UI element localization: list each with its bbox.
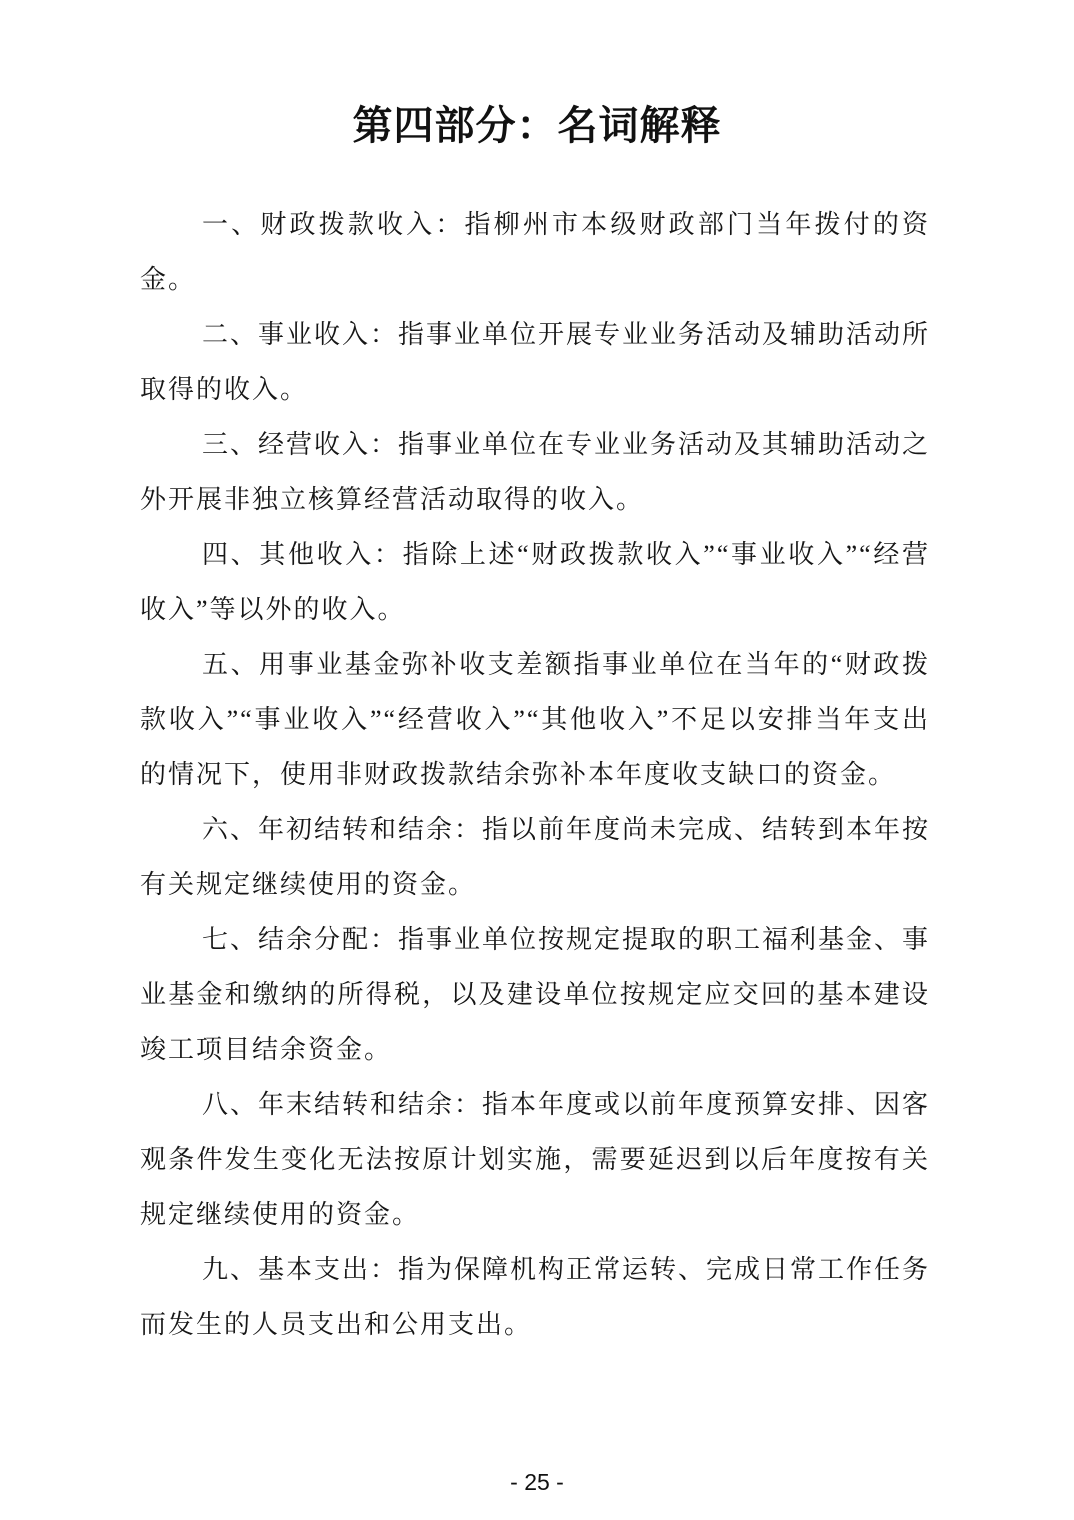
term-paragraph-3: 三、经营收入：指事业单位在专业业务活动及其辅助活动之外开展非独立核算经营活动取得的收入。 — [140, 430, 931, 514]
term-paragraph-6: 六、年初结转和结余：指以前年度尚未完成、结转到本年按有关规定继续使用的资金。 — [140, 815, 931, 899]
page-title: 第四部分：名词解释 — [352, 104, 722, 148]
term-paragraph-9: 九、基本支出：指为保障机构正常运转、完成日常工作任务而发生的人员支出和公用支出。 — [140, 1255, 931, 1339]
term-paragraph-2: 二、事业收入：指事业单位开展专业业务活动及辅助活动所取得的收入。 — [140, 320, 931, 404]
term-paragraph-8: 八、年末结转和结余：指本年度或以前年度预算安排、因客观条件发生变化无法按原计划实施，需要延迟到以后年度按有关规定继续使用的资金。 — [140, 1090, 931, 1229]
term-paragraph-7: 七、结余分配：指事业单位按规定提取的职工福利基金、事业基金和缴纳的所得税，以及建设单位按规定应交回的基本建设竣工项目结余资金。 — [140, 925, 931, 1064]
term-paragraph-5: 五、用事业基金弥补收支差额指事业单位在当年的“财政拨款收入”“事业收入”“经营收入”“其他收入”不足以安排当年支出的情况下，使用非财政拨款结余弥补本年度收支缺口的资金。 — [140, 650, 930, 789]
term-paragraph-1: 一、财政拨款收入：指柳州市本级财政部门当年拨付的资金。 — [140, 210, 930, 294]
page-number: - 25 - — [510, 1469, 564, 1495]
document-body — [140, 197, 930, 1352]
term-paragraph-4: 四、其他收入：指除上述“财政拨款收入”“事业收入”“经营收入”等以外的收入。 — [140, 540, 930, 624]
